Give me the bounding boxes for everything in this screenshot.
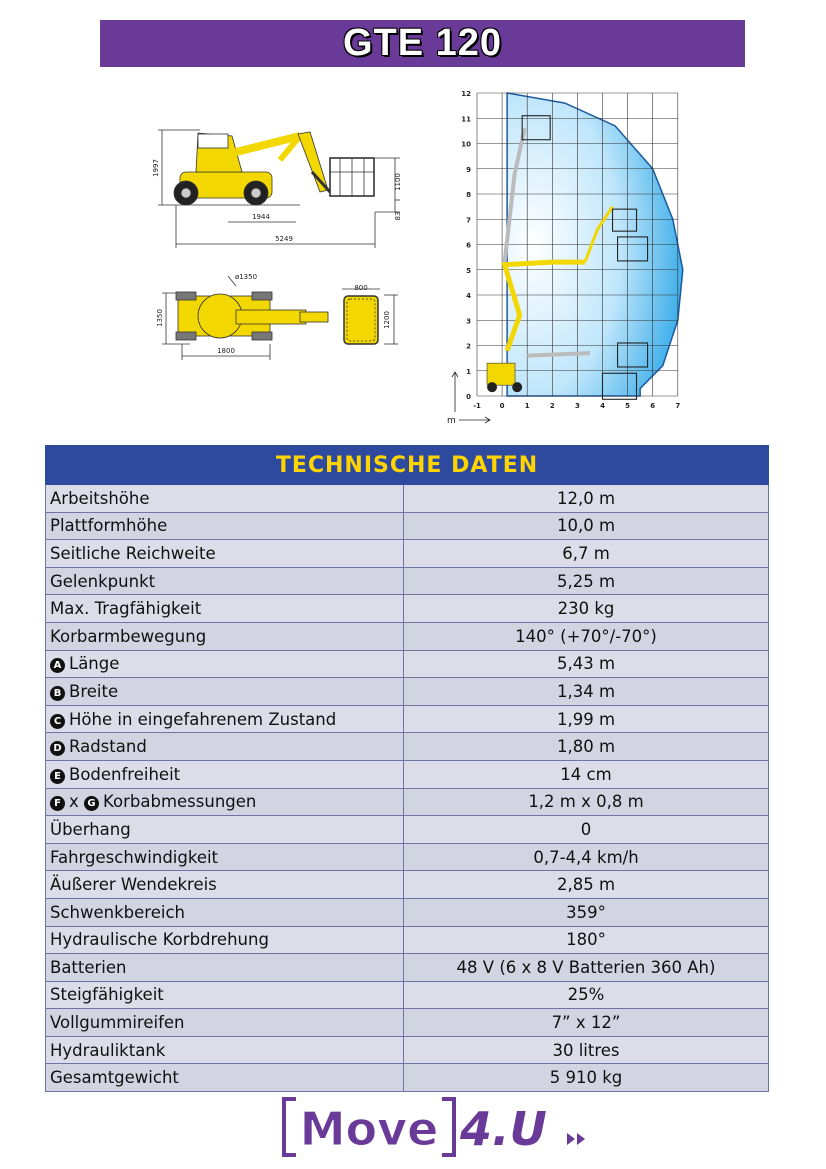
spec-label (46, 512, 404, 540)
dim-width-1350: 1350 (156, 309, 164, 327)
spec-table-header: TECHNISCHE DATEN (46, 446, 769, 485)
spec-label-text: Steigfähigkeit (50, 985, 164, 1005)
spec-label (46, 1064, 404, 1092)
spec-label-text: Korbarmbewegung (50, 626, 207, 646)
x-tick-label: -1 (473, 402, 481, 410)
unit-label: m (447, 416, 456, 426)
y-tick-label: 1 (466, 367, 471, 376)
spec-label (46, 540, 404, 568)
y-tick-label: 12 (461, 90, 471, 98)
table-row (46, 871, 769, 899)
spec-value: 1,34 m (404, 678, 769, 706)
spec-label-text: Arbeitshöhe (50, 488, 150, 508)
table-row (46, 705, 769, 733)
spec-label (46, 678, 404, 706)
x-tick-label: 2 (549, 402, 555, 410)
spec-label (46, 485, 404, 513)
page-title: GTE 120 (342, 22, 503, 64)
spec-label-text: Länge (69, 654, 120, 674)
y-tick-label: 2 (466, 342, 471, 351)
spec-label-text: Breite (69, 681, 119, 701)
spec-label-text: x (69, 792, 79, 812)
letter-badge-icon: D (50, 741, 65, 756)
x-tick-label: 3 (574, 402, 580, 410)
spec-value: 5,25 m (404, 567, 769, 595)
spec-value: 1,99 m (404, 705, 769, 733)
table-row (46, 1036, 769, 1064)
table-row (46, 512, 769, 540)
machine-wheel (487, 382, 497, 392)
spec-label-text: Vollgummireifen (50, 1013, 185, 1033)
technical-drawings (0, 0, 826, 440)
spec-value: 230 kg (404, 595, 769, 623)
logo-arrow-icon (577, 1133, 585, 1145)
table-row (46, 485, 769, 513)
spec-label (46, 705, 404, 733)
y-arrow-icon (452, 372, 458, 412)
table-row (46, 1064, 769, 1092)
boom-arm-low (527, 353, 590, 356)
dim-length-5249: 5249 (275, 235, 293, 243)
spec-value: 0 (404, 816, 769, 844)
y-tick-label: 5 (466, 266, 471, 275)
dim-turntable-dia: ø1350 (234, 273, 258, 281)
spec-value: 7” x 12” (404, 1009, 769, 1037)
spec-value: 5,43 m (404, 650, 769, 678)
spec-label (46, 871, 404, 899)
table-row (46, 816, 769, 844)
reach-diagram (447, 90, 683, 426)
y-tick-label: 7 (466, 216, 471, 225)
spec-label-text: Gelenkpunkt (50, 571, 156, 591)
logo-4u-text: 4.U (460, 1102, 547, 1156)
table-row (46, 981, 769, 1009)
table-row (46, 567, 769, 595)
spec-label-text: Schwenkbereich (50, 902, 185, 922)
spec-label-text: Überhang (50, 819, 131, 839)
x-tick-label: 6 (650, 402, 656, 410)
y-tick-label: 10 (461, 140, 471, 149)
spec-label-text: Äußerer Wendekreis (50, 875, 217, 895)
spec-label-text: Gesamtgewicht (50, 1068, 179, 1088)
spec-label-text: Bodenfreiheit (69, 764, 181, 784)
spec-label (46, 788, 404, 816)
spec-label-text: Hydrauliktank (50, 1040, 166, 1060)
dim-height-1997: 1997 (152, 159, 160, 177)
spec-label (46, 595, 404, 623)
y-tick-label: 4 (466, 292, 471, 300)
spec-value: 2,85 m (404, 871, 769, 899)
y-tick-label: 8 (466, 191, 471, 199)
x-tick-label: 4 (600, 402, 605, 410)
x-tick-label: 1 (524, 402, 530, 410)
letter-badge-icon: G (84, 796, 99, 811)
spec-label (46, 567, 404, 595)
spec-label-text: Plattformhöhe (50, 516, 168, 536)
dim-wheelbase-1944: 1944 (252, 213, 270, 221)
spec-label (46, 926, 404, 954)
spec-value: 48 V (6 x 8 V Batterien 360 Ah) (404, 954, 769, 982)
table-row (46, 540, 769, 568)
spec-label-text: Höhe in eingefahrenem Zustand (69, 709, 337, 729)
table-row (46, 733, 769, 761)
spec-value: 5 910 kg (404, 1064, 769, 1092)
spec-label (46, 898, 404, 926)
table-row (46, 1009, 769, 1037)
spec-label-text: Seitliche Reichweite (50, 543, 216, 563)
spec-value: 0,7-4,4 km/h (404, 843, 769, 871)
letter-badge-icon: C (50, 714, 65, 729)
spec-label-text: Korbabmessungen (103, 792, 257, 812)
spec-label (46, 733, 404, 761)
spec-label-text: Batterien (50, 957, 127, 977)
move4u-logo (280, 1093, 590, 1163)
table-row (46, 843, 769, 871)
dim-800: 800 (354, 284, 368, 292)
y-tick-label: 6 (466, 241, 471, 250)
table-row (46, 595, 769, 623)
letter-badge-icon: E (50, 769, 65, 784)
letter-badge-icon: F (50, 796, 65, 811)
y-tick-label: 3 (466, 317, 471, 326)
spec-value: 1,80 m (404, 733, 769, 761)
dim-track-1800: 1800 (217, 347, 235, 355)
spec-value: 180° (404, 926, 769, 954)
y-tick-label: 0 (466, 393, 471, 401)
spec-value: 25% (404, 981, 769, 1009)
spec-label-text: Fahrgeschwindigkeit (50, 847, 219, 867)
spec-label (46, 954, 404, 982)
y-tick-label: 11 (461, 115, 471, 124)
table-row (46, 650, 769, 678)
dim-1200: 1200 (383, 311, 391, 329)
spec-value: 1,2 m x 0,8 m (404, 788, 769, 816)
x-tick-label: 0 (499, 402, 505, 410)
spec-label (46, 760, 404, 788)
spec-label (46, 1009, 404, 1037)
logo-move-text: Move (299, 1102, 439, 1156)
spec-value: 10,0 m (404, 512, 769, 540)
spec-value: 140° (+70°/-70°) (404, 622, 769, 650)
spec-label (46, 622, 404, 650)
side-view-drawing (158, 130, 400, 248)
spec-value: 30 litres (404, 1036, 769, 1064)
spec-label (46, 981, 404, 1009)
x-tick-label: 7 (675, 402, 681, 410)
table-row (46, 622, 769, 650)
spec-value: 14 cm (404, 760, 769, 788)
table-row (46, 760, 769, 788)
spec-value: 12,0 m (404, 485, 769, 513)
spec-label-text: Max. Tragfähigkeit (50, 599, 202, 619)
letter-badge-icon: A (50, 658, 65, 673)
dim-1100: 1100 (394, 173, 402, 191)
machine-chassis (487, 363, 515, 385)
spec-value: 6,7 m (404, 540, 769, 568)
table-row (46, 898, 769, 926)
spec-table (45, 445, 769, 1092)
spec-label (46, 650, 404, 678)
dim-83: 83 (394, 211, 402, 221)
spec-label-text: Hydraulische Korbdrehung (50, 930, 269, 950)
x-tick-label: 5 (625, 402, 631, 410)
spec-value: 359° (404, 898, 769, 926)
machine-wheel (512, 382, 522, 392)
spec-label (46, 816, 404, 844)
spec-label-text: Radstand (69, 737, 147, 757)
spec-label (46, 843, 404, 871)
logo-arrow-icon (567, 1133, 575, 1145)
table-row (46, 788, 769, 816)
letter-badge-icon: B (50, 686, 65, 701)
table-row (46, 954, 769, 982)
x-arrow-icon (459, 417, 490, 423)
spec-label (46, 1036, 404, 1064)
table-row (46, 678, 769, 706)
table-row (46, 926, 769, 954)
y-tick-label: 9 (466, 165, 471, 174)
